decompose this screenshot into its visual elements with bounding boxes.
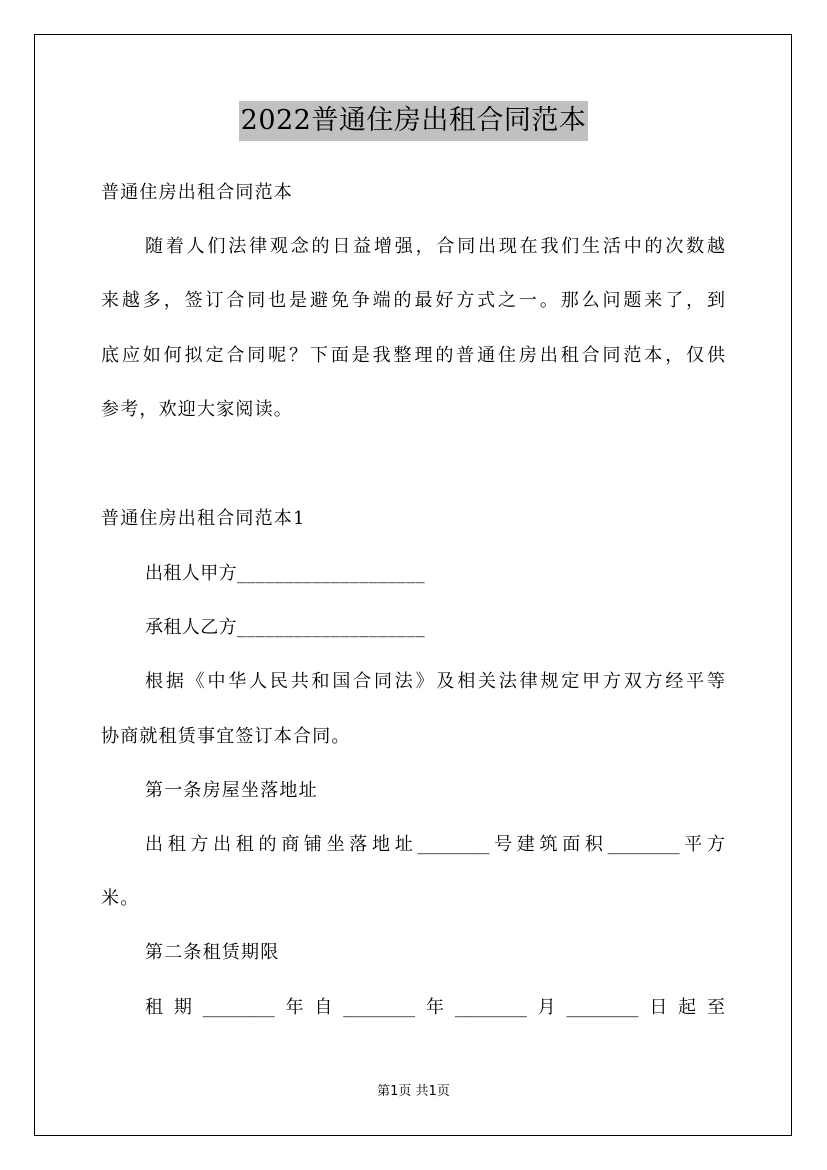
title-container <box>0 101 827 141</box>
heading-line: 普通住房出租合同范本 <box>101 182 293 203</box>
paragraph-line: 租期________年自________年________月________日起至 <box>145 997 725 1018</box>
article-heading: 第一条房屋坐落地址 <box>145 780 318 801</box>
page-footer: 第1页 共1页 <box>377 1084 450 1099</box>
paragraph-line: 随着人们法律观念的日益增强，合同出现在我们生活中的次数越 <box>145 236 725 257</box>
lessor-line: 出租人甲方____________________ <box>145 563 425 584</box>
document-title: 2022普通住房出租合同范本 <box>239 101 589 141</box>
lessee-line: 承租人乙方____________________ <box>145 617 425 638</box>
paragraph-line: 出租方出租的商铺坐落地址________号建筑面积________平方 <box>145 834 725 855</box>
paragraph-line: 协商就租赁事宜签订本合同。 <box>101 726 351 747</box>
paragraph-line: 米。 <box>101 888 140 909</box>
paragraph-line: 参考，欢迎大家阅读。 <box>101 399 293 420</box>
paragraph-line: 底应如何拟定合同呢？下面是我整理的普通住房出租合同范本，仅供 <box>101 345 725 366</box>
article-heading: 第二条租赁期限 <box>145 942 280 963</box>
paragraph-line: 根据《中华人民共和国合同法》及相关法律规定甲方双方经平等 <box>145 671 725 692</box>
section-heading: 普通住房出租合同范本1 <box>101 508 306 529</box>
paragraph-line: 来越多，签订合同也是避免争端的最好方式之一。那么问题来了，到 <box>101 290 725 311</box>
